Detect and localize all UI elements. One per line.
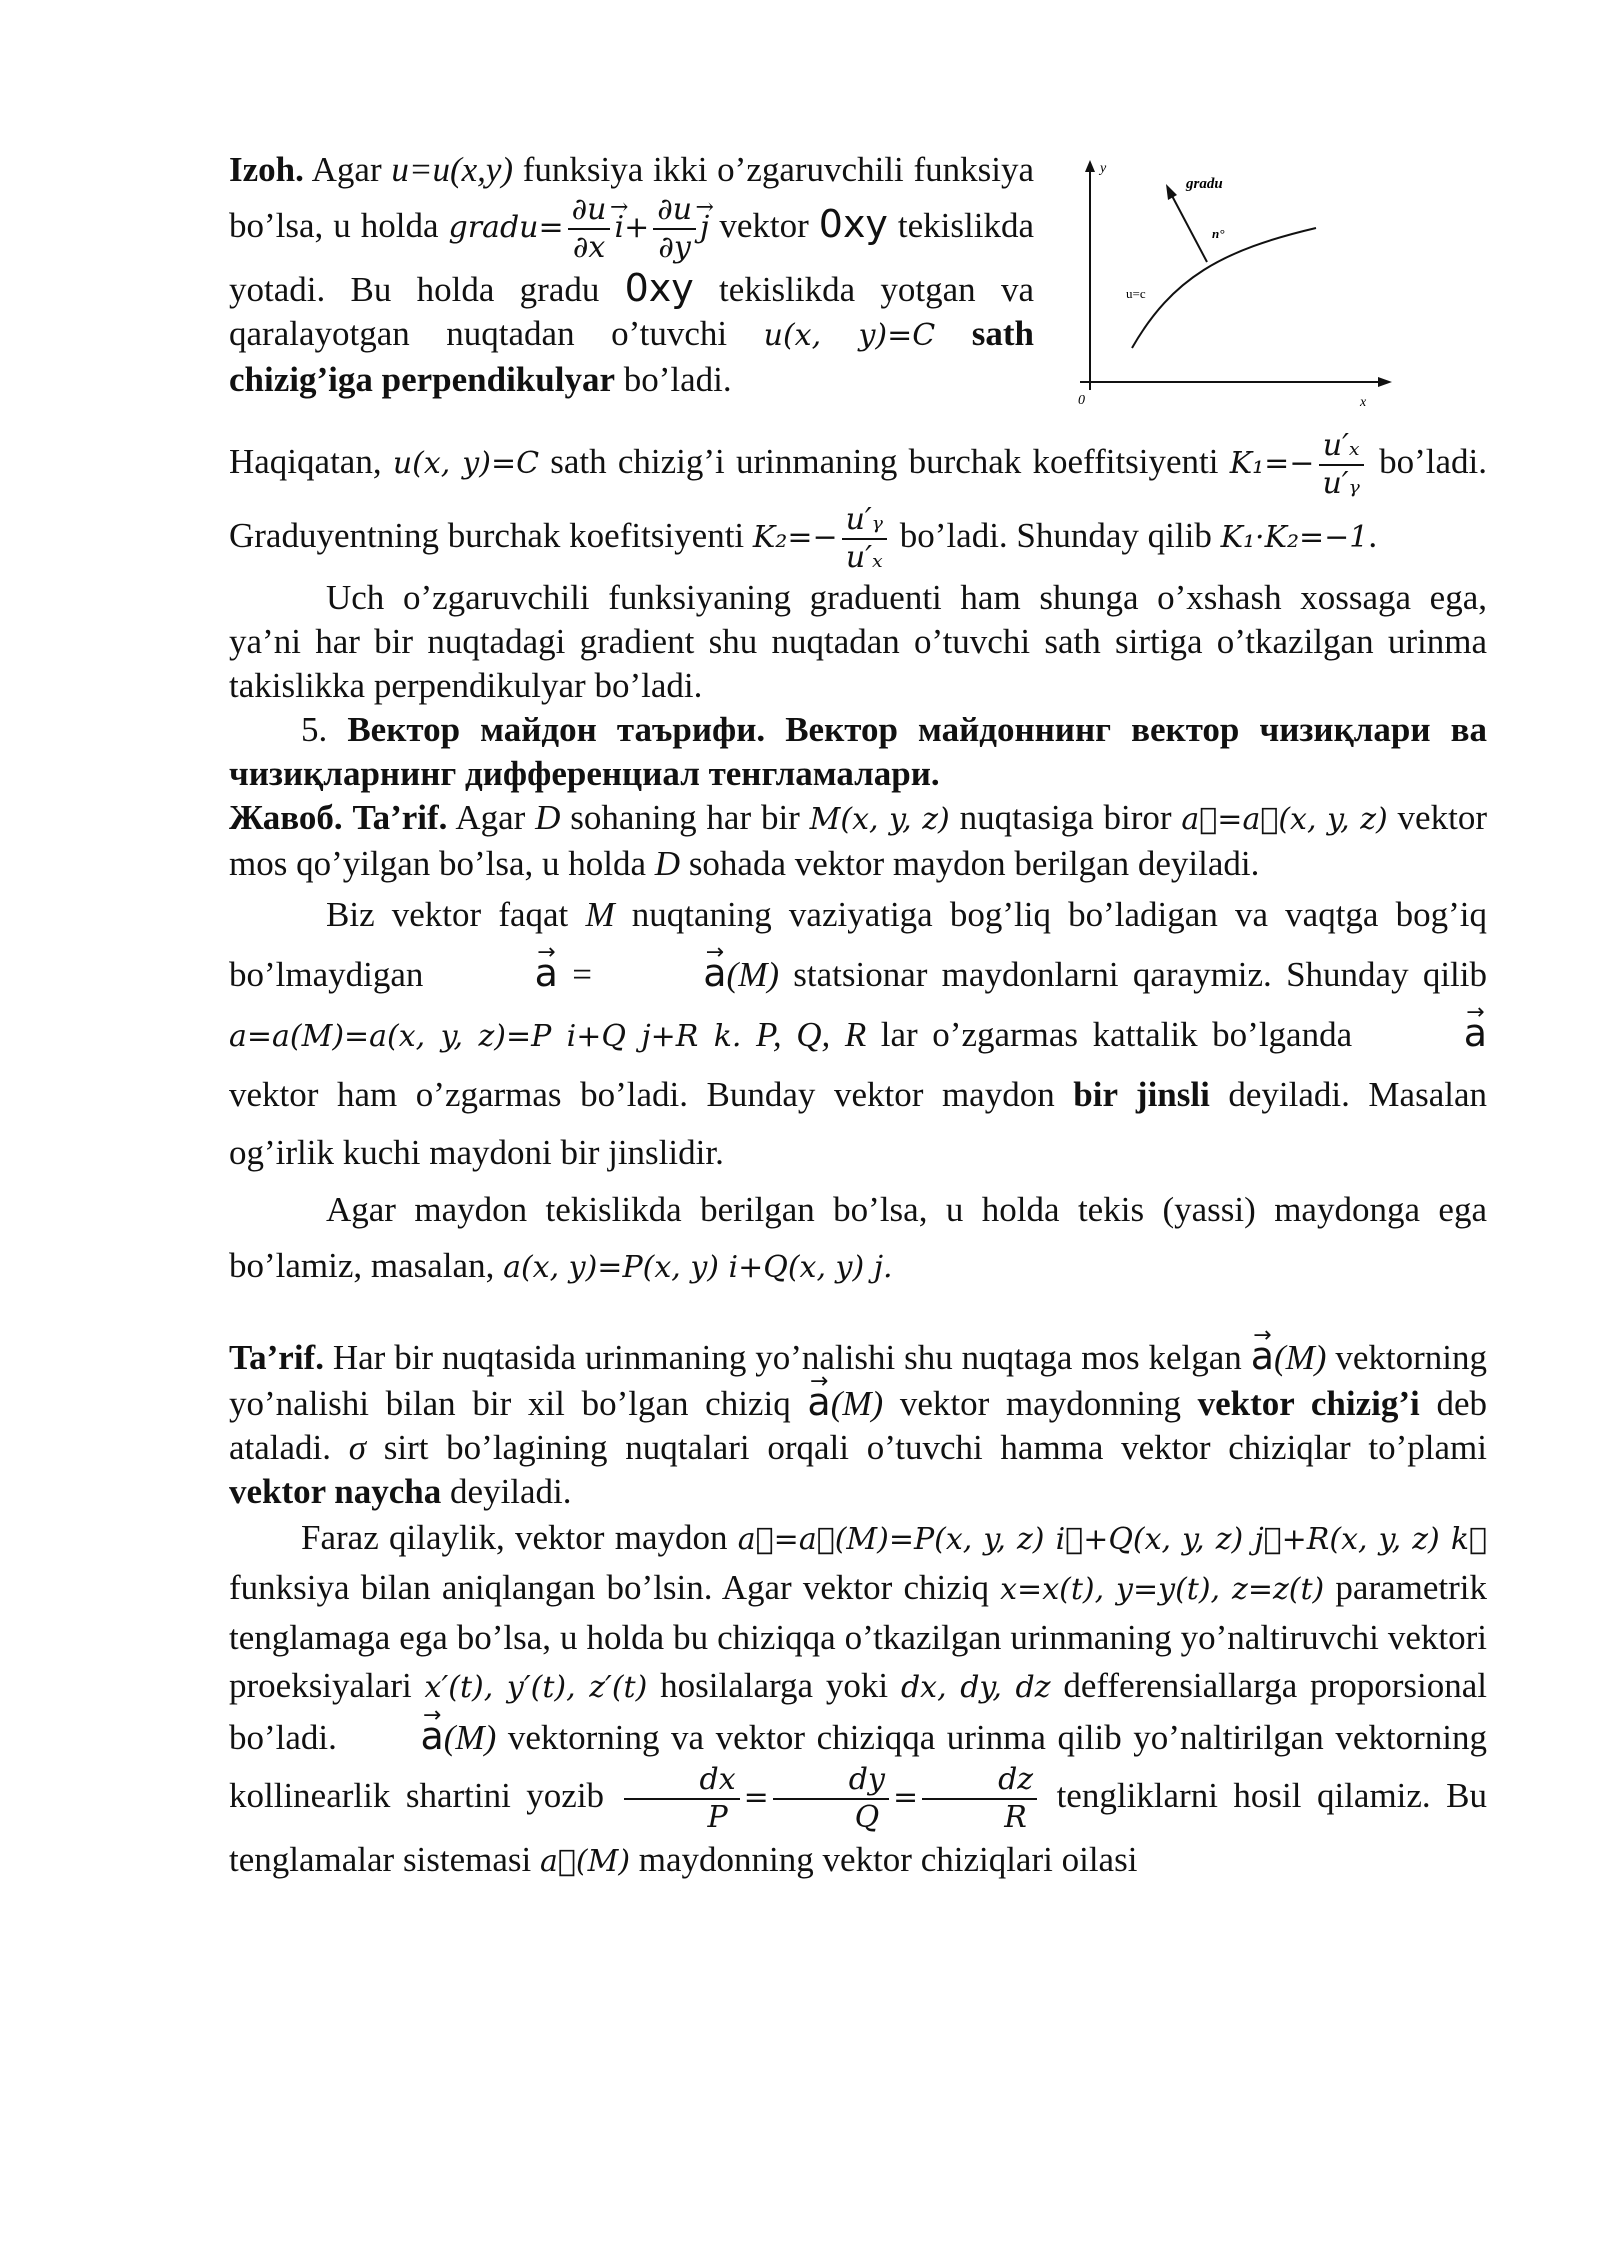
gradient-formula: gradu= $\frac{\partial u}{\partial x}$ → i+ $\frac{\partial u}{\partial y}$ → j	[449, 206, 710, 245]
y-axis-label: y	[1100, 161, 1107, 176]
page-content	[229, 148, 1487, 1886]
paragraph-tarif: Ta’rif. Har bir nuqtasida urinmaning yo’nalishi shu nuqtaga mos kelgan → a(M) vektorning yo’nalishi bilan bir xil bo’lgan chiziq → a(M) vektor maydonning vektor chizig’i deb ataladi. σ sirt bo’lagining nuqtalari orqali o’tuvchi hamma vektor chiziqlar to’plami vektor naycha deyiladi.	[229, 1334, 1487, 1514]
k1-formula: K₁=− $\frac{\text{u′ₓ}}{\text{u′ᵧ}}$	[1230, 442, 1368, 481]
paragraph-faraz: Faraz qilaylik, vektor maydon a⃗=a⃗(M)=P(x, y, z) i⃗+Q(x, y, z) j⃗+R(x, y, z) k⃗ funksiya bilan aniqlangan bo’lsin. Agar vektor chiziq x=x(t), y=y(t), z=z(t) parametrik tenglamaga ega bo’lsa, u holda bu chiziqqa o’tkazilgan urinmaning yo’naltiruvchi vektori proeksiyalari x′(t), y′(t), z′(t) hosilalarga yoki dx, dy, dz defferensiallarga proporsional bo’ladi. → a(M) vektorning va vektor chiziqqa urinma qilib yo’naltirilgan vektorning kollinearlik shartini yozib $\frac{dx}{P}$ = $\frac{dy}{Q}$ = $\frac{dz}{R}$ tengliklarni hosil qilamiz. Bu tenglamalar sistemasi a⃗(M) maydonning vektor chiziqlari oilasi	[229, 1514, 1487, 1886]
paragraph-uch: Uch o’zgaruvchili funksiyaning graduenti ham shunga o’xshash xossaga ega, ya’ni har bir nuqtadagi gradient shu nuqtadan o’tuvchi sath sirtiga o’tkazilgan urinma takislikka perpendikulyar bo’ladi.	[229, 578, 1487, 705]
direction-ratios: $\frac{dx}{P}$ = $\frac{dy}{Q}$ = $\frac{dz}{R}$	[620, 1776, 1042, 1815]
question-5: 5. Вектор майдон таърифи. Вектор майдоннинг вектор чизиқлари ва чизиқларнинг дифференциал тенгламалари.	[229, 710, 1488, 793]
function-u: u=u(x,y)	[391, 150, 514, 189]
paragraph-haqiqatan: Haqiqatan, u(x, y)=C sath chizig’i urinmaning burchak koeffitsiyenti K₁=− $\frac{\text{u′ₓ}}{\text{u′ᵧ}}$ bo’ladi. Graduyentning burchak koefitsiyenti K₂=− $\frac{\text{u′ᵧ}}{\text{u′ₓ}}$ bo’ladi. Shunday qilib K₁·K₂=−1.	[229, 428, 1488, 575]
paragraph-javob: Жавоб. Ta’rif. Agar D sohaning har bir M(x, y, z) nuqtasiga biror a⃗=a⃗(x, y, z) vektor mos qo’yilgan bo’lsa, u holda D sohada vektor maydon berilgan deyiladi.	[229, 798, 1487, 883]
gradient-label: gradu	[1186, 176, 1223, 192]
x-axis-label: x	[1360, 395, 1367, 410]
normal-label: n°	[1212, 226, 1225, 241]
curve-label: u=c	[1126, 286, 1146, 301]
origin-label: 0	[1078, 393, 1085, 408]
paragraph-izoh: Izoh. Agar u=u(x,y) funksiya ikki o’zgaruvchili funksiya bo’lsa, u holda gradu= $\frac{\partial u}{\partial x}$ → i+ $\frac{\partial u}{\partial y}$ → j vektor 0xy tekislikda yotadi. Bu holda gradu 0xy tekislikda yotgan va qaralayotgan nuqtadan o’tuvchi u(x, y)=C sath chizig’iga perpendikulyar bo’ladi.	[229, 148, 1034, 402]
paragraph-biz: Biz vektor faqat M nuqtaning vaziyatiga bog’liq bo’ladigan va vaqtga bog’iq bo’lmaydigan → a = → a(M) statsionar maydonlarni qaraymiz. Shunday qilib a=a(M)=a(x, y, z)=P i+Q j+R k. P, Q, R lar o’zgarmas kattalik bo’lganda → a vektor ham o’zgarmas bo’ladi. Bunday vektor maydon bir jinsli deyiladi. Masalan og’irlik kuchi maydoni bir jinslidir.	[229, 886, 1487, 1182]
paragraph-tekis: Agar maydon tekislikda berilgan bo’lsa, u holda tekis (yassi) maydonga ega bo’lamiz, masalan, a(x, y)=P(x, y) i+Q(x, y) j.	[229, 1190, 1487, 1285]
k2-formula: K₂=− $\frac{\text{u′ᵧ}}{\text{u′ₓ}}$	[753, 516, 891, 555]
izoh-head: Izoh.	[229, 150, 304, 189]
